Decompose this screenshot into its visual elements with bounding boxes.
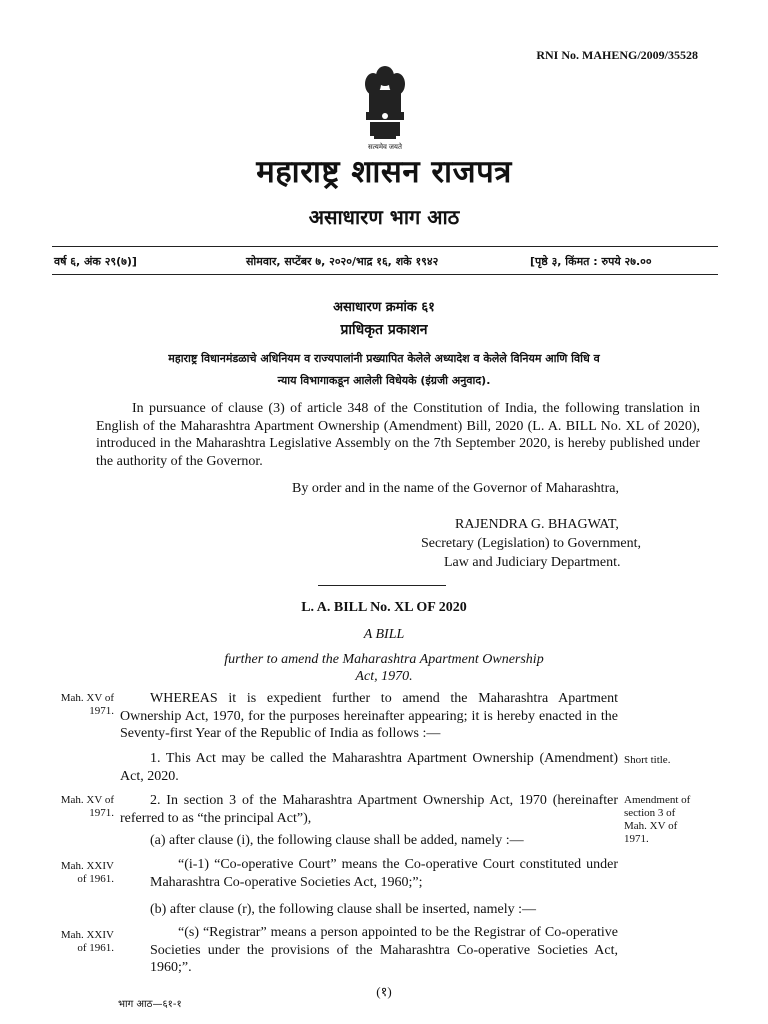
margin-note-mah-xv-2: Mah. XV of 1971.: [60, 794, 114, 819]
gazette-title: महाराष्ट्र शासन राजपत्र: [256, 154, 512, 190]
order-line: By order and in the name of the Governor of Maharashtra,: [292, 481, 619, 496]
signatory-title: Secretary (Legislation) to Government,: [421, 536, 642, 551]
pursuance-paragraph: [96, 400, 700, 470]
issue-date: सोमवार, सप्टेंबर ७, २०२०/भाद्र १६, शके १९४२: [246, 255, 439, 268]
section-2-amendment: 2. In section 3 of the Maharashtra Apartment Ownership Act, 1970 (hereinafter referred to as “the principal Act”),: [120, 793, 618, 826]
section-1-short-title: 1. This Act may be called the Maharashtra Apartment Ownership (Amendment) Act, 2020.: [120, 751, 618, 784]
margin-note-short-title: Short title.: [624, 754, 671, 766]
bill-label: A BILL: [363, 627, 405, 642]
signatory-department: Law and Judiciary Department.: [444, 555, 621, 570]
signatory-name: RAJENDRA G. BHAGWAT,: [455, 517, 619, 532]
section-2a-quote: “(i-1) “Co-operative Court” means the Co-operative Court constituted under Maharashtra Co-operative Societies Act, 1960;”;: [150, 857, 618, 890]
authoritative-publication: प्राधिकृत प्रकाशन: [340, 322, 428, 338]
state-emblem-icon: [358, 62, 412, 152]
separator-rule: [318, 585, 446, 586]
header-rule-bottom: [52, 274, 718, 275]
header-rule-top: [52, 246, 718, 247]
margin-note-mah-xxiv-1: Mah. XXIV of 1961.: [60, 860, 114, 885]
margin-note-mah-xxiv-2: Mah. XXIV of 1961.: [60, 929, 114, 954]
notice-description-line2: न्याय विभागाकडून आलेली विधेयके (इंग्रजी अनुवाद).: [277, 374, 491, 387]
issue-price: [पृष्ठे ३, किंमत : रुपये २७.००: [530, 255, 652, 268]
bill-purpose-line1: further to amend the Maharashtra Apartment Ownership: [224, 652, 544, 667]
whereas-clause: WHEREAS it is expedient further to amend the Maharashtra Apartment Ownership Act, 1970, for the purposes hereinafter appearing; it is hereby enacted in the Seventy-first Year of the Republic of India as follows :—: [120, 691, 618, 741]
bill-purpose-line2: Act, 1970.: [355, 669, 413, 684]
extraordinary-number: असाधारण क्रमांक ६१: [333, 300, 435, 315]
margin-note-amendment: Amendment of section 3 of Mah. XV of 1971.: [624, 794, 691, 845]
margin-note-mah-xv-1: Mah. XV of 1971.: [60, 692, 114, 717]
gazette-subtitle: असाधारण भाग आठ: [308, 205, 460, 229]
bill-number: L. A. BILL No. XL OF 2020: [301, 600, 467, 615]
pursuance-text: In pursuance of clause (3) of article 348 of the Constitution of India, the following translation in English of the Maharashtra Apartment Ownership (Amendment) Bill, 2020 (L. A. BILL No. XL of 2020), introduced in the Maharashtra Legislative Assembly on the 7th September 2020, is hereby published under the authority of the Governor.: [96, 401, 700, 469]
section-2b-clause: (b) after clause (r), the following clause shall be inserted, namely :—: [150, 902, 537, 917]
section-2a-clause: (a) after clause (i), the following clause shall be added, namely :—: [150, 833, 524, 848]
notice-description-line1: महाराष्ट्र विधानमंडळाचे अधिनियम व राज्यपालांनी प्रख्यापित केलेले अध्यादेश व केलेले विनियम आणि विधि व: [168, 352, 600, 365]
issue-volume: वर्ष ६, अंक २९(७)]: [54, 255, 137, 268]
page-footer-code: भाग आठ—६१-१: [118, 999, 182, 1010]
rni-number: RNI No. MAHENG/2009/35528: [536, 48, 698, 62]
section-2b-quote: “(s) “Registrar” means a person appointed to be the Registrar of Co-operative Societies under the provisions of the Maharashtra Co-operative Societies Act, 1960;”.: [150, 925, 618, 975]
page-number: (१): [376, 984, 392, 999]
emblem-motto: सत्यमेव जयते: [368, 143, 402, 151]
